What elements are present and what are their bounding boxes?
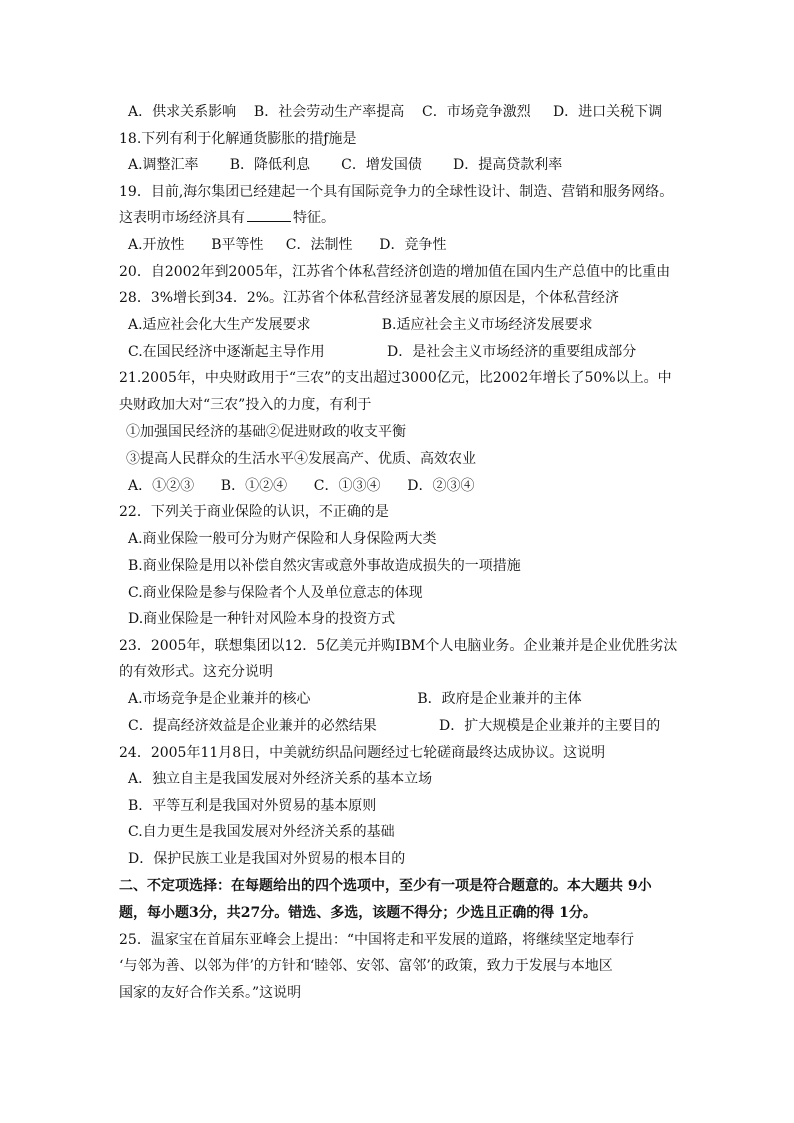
- q24-option-c: C.自力更生是我国发展对外经济关系的基础: [128, 824, 395, 840]
- q22-option-d: D.商业保险是一种针对风险本身的投资方式: [128, 611, 396, 627]
- q23-options-cd: C．提高经济效益是企业兼并的必然结果 D．扩大规模是企业兼并的主要目的: [128, 718, 661, 734]
- q23-options-ab: A.市场竞争是企业兼并的核心 B．政府是企业兼并的主体: [128, 691, 582, 707]
- q18-stem: 18.下列有利于化解通货膨胀的措ƒ施是: [119, 131, 357, 147]
- q19-suffix: 特征。: [293, 210, 335, 226]
- section-2-heading-cont: 题，每小题3分，共27分。错选、多选，该题不得分；少选且正确的得 1分。: [119, 905, 597, 921]
- q21-item-3-4: ③提高人民群众的生活水平④发展高产、优质、高效农业: [126, 451, 476, 467]
- q20-stem-cont: 28．3%增长到34．2%。江苏省个体私营经济显著发展的原因是，个体私营经济: [119, 290, 620, 306]
- q23-stem: 23．2005年，联想集团以12．5亿美元并购IBM个人电脑业务。企业兼并是企业优胜劣汰: [119, 638, 678, 654]
- q22-option-b: B.商业保险是用以补偿自然灾害或意外事故造成损失的一项措施: [128, 558, 521, 574]
- answer-blank: [247, 209, 291, 222]
- q19-prefix: 这表明市场经济具有: [119, 210, 245, 226]
- q22-stem: 22．下列关于商业保险的认识，不正确的是: [119, 504, 389, 520]
- q25-stem-cont-1: ‘与邻为善、以邻为伴’的方针和‘睦邻、安邻、富邻’的政策，致力于发展与本地区: [119, 958, 613, 974]
- q20-stem: 20．自2002年到2005年，江苏省个体私营经济创造的增加值在国内生产总值中的比重由: [119, 264, 671, 280]
- q22-option-a: A.商业保险一般可分为财产保险和人身保险两大类: [128, 531, 437, 547]
- q25-stem-cont-2: 国家的友好合作关系。”这说明: [119, 985, 302, 1001]
- q21-stem: 21.2005年，中央财政用于“三农”的支出超过3000亿元，比2002年增长了50%以上。中: [119, 370, 672, 386]
- q19-options: A.开放性 B平等性 C．法制性 D．竞争性: [128, 237, 447, 253]
- q20-options-ab: A.适应社会化大生产发展要求 B.适应社会主义市场经济发展要求: [128, 317, 593, 333]
- q17-options: A．供求关系影响 B．社会劳动生产率提高 C．市场竞争激烈 D．进口关税下调: [128, 104, 663, 120]
- q20-options-cd: C.在国民经济中逐渐起主导作用 D．是社会主义市场经济的重要组成部分: [128, 344, 637, 360]
- q21-options: A．①②③ B．①②④ C．①③④ D．②③④: [128, 478, 475, 494]
- section-2-heading: 二、不定项选择：在每题给出的四个选项中，至少有一项是符合题意的。本大题共 9小: [119, 878, 652, 894]
- q19-stem: 19．目前,海尔集团已经建起一个具有国际竞争力的全球性设计、制造、营销和服务网络。: [119, 184, 674, 200]
- q21-item-1-2: ①加强国民经济的基础②促进财政的收支平衡: [126, 424, 406, 440]
- q24-option-a: A．独立自主是我国发展对外经济关系的基本立场: [128, 771, 433, 787]
- q24-option-b: B．平等互利是我国对外贸易的基本原则: [128, 798, 377, 814]
- q21-stem-cont: 央财政加大对“三农”投入的力度，有利于: [119, 397, 372, 413]
- q18-options: A.调整汇率 B．降低利息 C．增发国债 D．提高贷款利率: [128, 157, 563, 173]
- q25-stem: 25．温家宝在首届东亚峰会上提出：“中国将走和平发展的道路，将继续坚定地奉行: [119, 932, 634, 948]
- q24-stem: 24．2005年11月8日，中美就纺织品问题经过七轮磋商最终达成协议。这说明: [119, 745, 606, 761]
- q24-option-d: D．保护民族工业是我国对外贸易的根本目的: [128, 851, 406, 867]
- q19-stem-cont: [119, 209, 335, 227]
- q22-option-c: C.商业保险是参与保险者个人及单位意志的体现: [128, 585, 423, 601]
- q23-stem-cont: 的有效形式。这充分说明: [119, 664, 273, 680]
